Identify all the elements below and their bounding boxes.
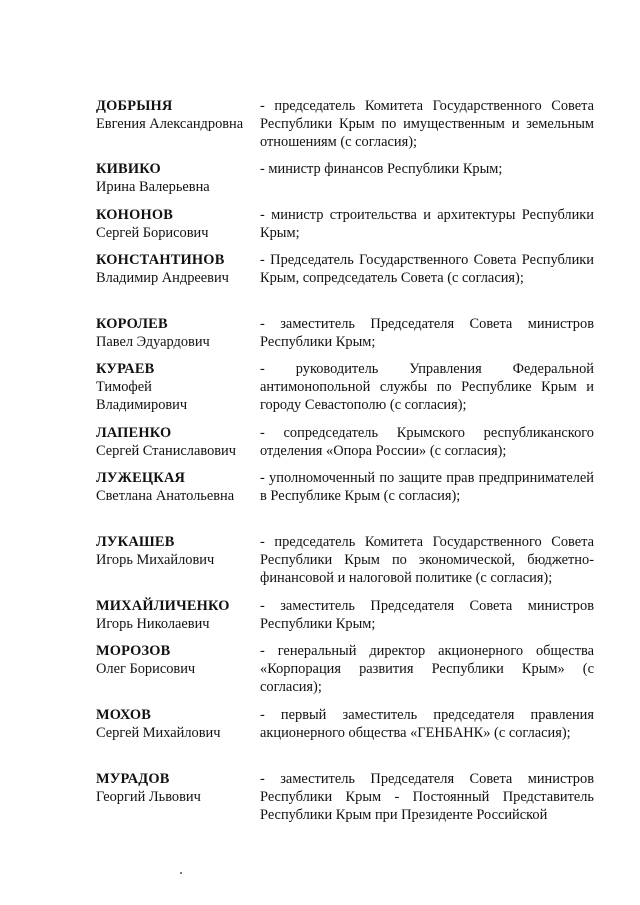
list-item (96, 706, 596, 742)
list-item (96, 424, 596, 460)
surname: КОРОЛЕВ (96, 316, 168, 332)
given-names: Ирина Валерьевна (96, 179, 210, 195)
person-name (96, 770, 260, 824)
surname: МОХОВ (96, 707, 152, 723)
given-names: Георгий Львович (96, 789, 201, 805)
person-name (96, 160, 260, 196)
given-names: Светлана Анатольевна (96, 488, 235, 504)
surname: ЛУКАШЕВ (96, 534, 175, 550)
surname: КОНСТАНТИНОВ (96, 252, 225, 268)
position-description: - первый заместитель председателя правления акционерного общества «ГЕНБАНК» (с согласия); (260, 707, 594, 741)
person-name (96, 315, 260, 351)
surname: ДОБРЫНЯ (96, 98, 173, 114)
given-names: Тимофей Владимирович (96, 379, 188, 413)
person-name (96, 206, 260, 242)
given-names: Сергей Станиславович (96, 443, 236, 459)
given-names: Игорь Михайлович (96, 552, 215, 568)
surname: КУРАЕВ (96, 361, 155, 377)
given-names: Евгения Александровна (96, 116, 244, 132)
surname: ЛАПЕНКО (96, 425, 172, 441)
given-names: Игорь Николаевич (96, 616, 210, 632)
list-item (96, 360, 596, 414)
position-description: - руководитель Управления Федеральной антимонопольной службы по Республике Крым и городу Севастополю (с согласия); (260, 361, 594, 413)
scan-speck (180, 872, 182, 874)
surname: КИВИКО (96, 161, 161, 177)
person-name (96, 469, 260, 505)
given-names: Владимир Андреевич (96, 270, 229, 286)
position-description: - сопредседатель Крымского республиканского отделения «Опора России» (с согласия); (260, 425, 594, 459)
given-names: Сергей Борисович (96, 225, 209, 241)
person-name (96, 597, 260, 633)
list-item (96, 597, 596, 633)
position-description: - генеральный директор акционерного общества «Корпорация развития Республики Крым» (с согласия); (260, 643, 594, 695)
surname: МИХАЙЛИЧЕНКО (96, 598, 230, 614)
list-item (96, 770, 596, 824)
list-item (96, 315, 596, 351)
surname: МУРАДОВ (96, 771, 170, 787)
position-description: - председатель Комитета Государственного Совета Республики Крым по имущественным и земельным отношениям (с согласия); (260, 98, 594, 150)
surname: КОНОНОВ (96, 207, 174, 223)
given-names: Павел Эдуардович (96, 334, 210, 350)
person-name (96, 642, 260, 696)
list-item (96, 206, 596, 242)
position-description: - заместитель Председателя Совета министров Республики Крым; (260, 316, 594, 350)
position-description: - уполномоченный по защите прав предпринимателей в Республике Крым (с согласия); (260, 470, 594, 504)
position-description: - министр финансов Республики Крым; (260, 161, 503, 177)
position-description: - министр строительства и архитектуры Республики Крым; (260, 207, 594, 241)
person-name (96, 251, 260, 287)
position-description: - заместитель Председателя Совета министров Республики Крым; (260, 598, 594, 632)
position-description: - Председатель Государственного Совета Республики Крым, сопредседатель Совета (с согласия); (260, 252, 594, 286)
list-item (96, 469, 596, 505)
position-description: - председатель Комитета Государственного Совета Республики Крым по экономической, бюджетно-финансовой и налоговой политике (с согласия); (260, 534, 594, 586)
list-item (96, 642, 596, 696)
person-name (96, 706, 260, 742)
person-name (96, 424, 260, 460)
given-names: Сергей Михайлович (96, 725, 221, 741)
list-item (96, 251, 596, 287)
person-name (96, 97, 260, 151)
list-item (96, 160, 596, 196)
surname: ЛУЖЕЦКАЯ (96, 470, 186, 486)
position-description: - заместитель Председателя Совета министров Республики Крым - Постоянный Представитель Республики Крым при Президенте Российской (260, 771, 594, 823)
given-names: Олег Борисович (96, 661, 196, 677)
person-name (96, 360, 260, 414)
list-item (96, 97, 596, 151)
surname: МОРОЗОВ (96, 643, 171, 659)
list-item (96, 533, 596, 587)
person-name (96, 533, 260, 587)
